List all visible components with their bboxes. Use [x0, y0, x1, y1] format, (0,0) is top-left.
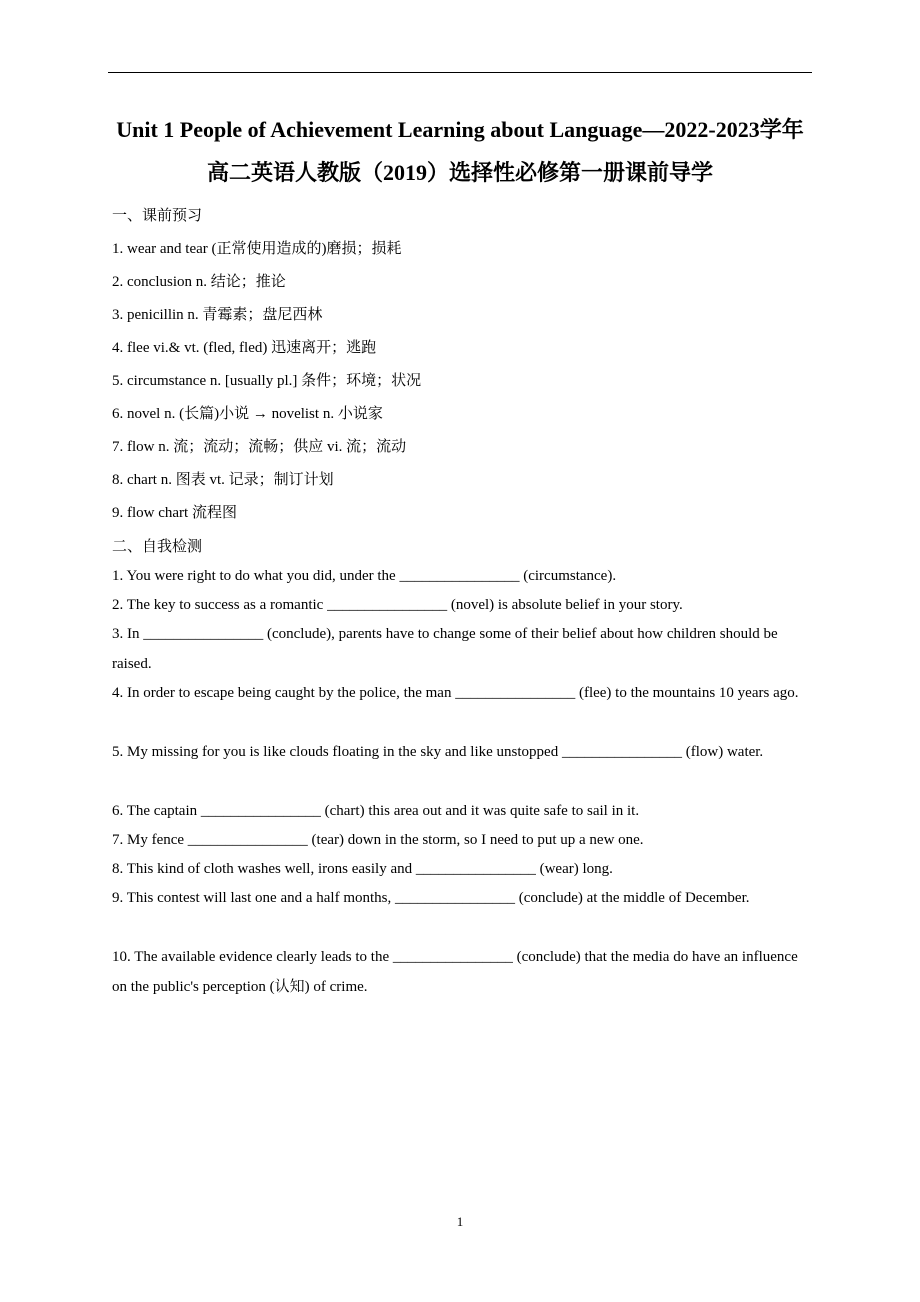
vocab-item: 6. novel n. (长篇)小说 → novelist n. 小说家: [112, 406, 383, 422]
vocab-item: 4. flee vi.& vt. (fled, fled) 迅速离开；逃跑: [112, 340, 377, 356]
document-title: Unit 1 People of Achievement Learning about Language—2022-2023学年高二英语人教版（2019）选择性必修第一册课前导学: [116, 117, 804, 185]
exercise-item: 1. You were right to do what you did, under the ________________ (circumstance).: [112, 568, 617, 584]
exercise-item: 10. The available evidence clearly leads to the ________________ (conclude) that the media do have an influence on the public's perception (认知) of crime.: [112, 949, 798, 995]
exercise-item: 9. This contest will last one and a half months, ________________ (conclude) at the middle of December.: [112, 890, 750, 906]
exercise-item: 3. In ________________ (conclude), parents have to change some of their belief about how children should be raised.: [112, 626, 778, 672]
vocab-item: 2. conclusion n. 结论；推论: [112, 274, 286, 290]
vocab-item: 7. flow n. 流；流动；流畅；供应 vi. 流；流动: [112, 439, 407, 455]
vocab-item: 1. wear and tear (正常使用造成的)磨损；损耗: [112, 241, 402, 257]
section-heading-self-check: 二、自我检测: [112, 539, 203, 555]
page-number: 1: [456, 1214, 464, 1229]
exercise-item: 5. My missing for you is like clouds floating in the sky and like unstopped ________________ (flow) water.: [112, 744, 764, 760]
exercise-item: 2. The key to success as a romantic ________________ (novel) is absolute belief in your story.: [112, 597, 683, 613]
header-rule: [108, 72, 812, 73]
section-heading-preview: 一、课前预习: [112, 208, 203, 224]
vocab-item: 3. penicillin n. 青霉素；盘尼西林: [112, 307, 323, 323]
vocab-item: 8. chart n. 图表 vt. 记录；制订计划: [112, 472, 334, 488]
exercise-item: 8. This kind of cloth washes well, irons easily and ________________ (wear) long.: [112, 861, 613, 877]
exercise-item: 4. In order to escape being caught by the police, the man ________________ (flee) to the mountains 10 years ago.: [112, 685, 799, 701]
exercise-item: 7. My fence ________________ (tear) down in the storm, so I need to put up a new one.: [112, 832, 644, 848]
vocab-item: 9. flow chart 流程图: [112, 505, 237, 521]
exercise-item: 6. The captain ________________ (chart) this area out and it was quite safe to sail in it.: [112, 803, 640, 819]
vocab-item: 5. circumstance n. [usually pl.] 条件；环境；状况: [112, 373, 422, 389]
